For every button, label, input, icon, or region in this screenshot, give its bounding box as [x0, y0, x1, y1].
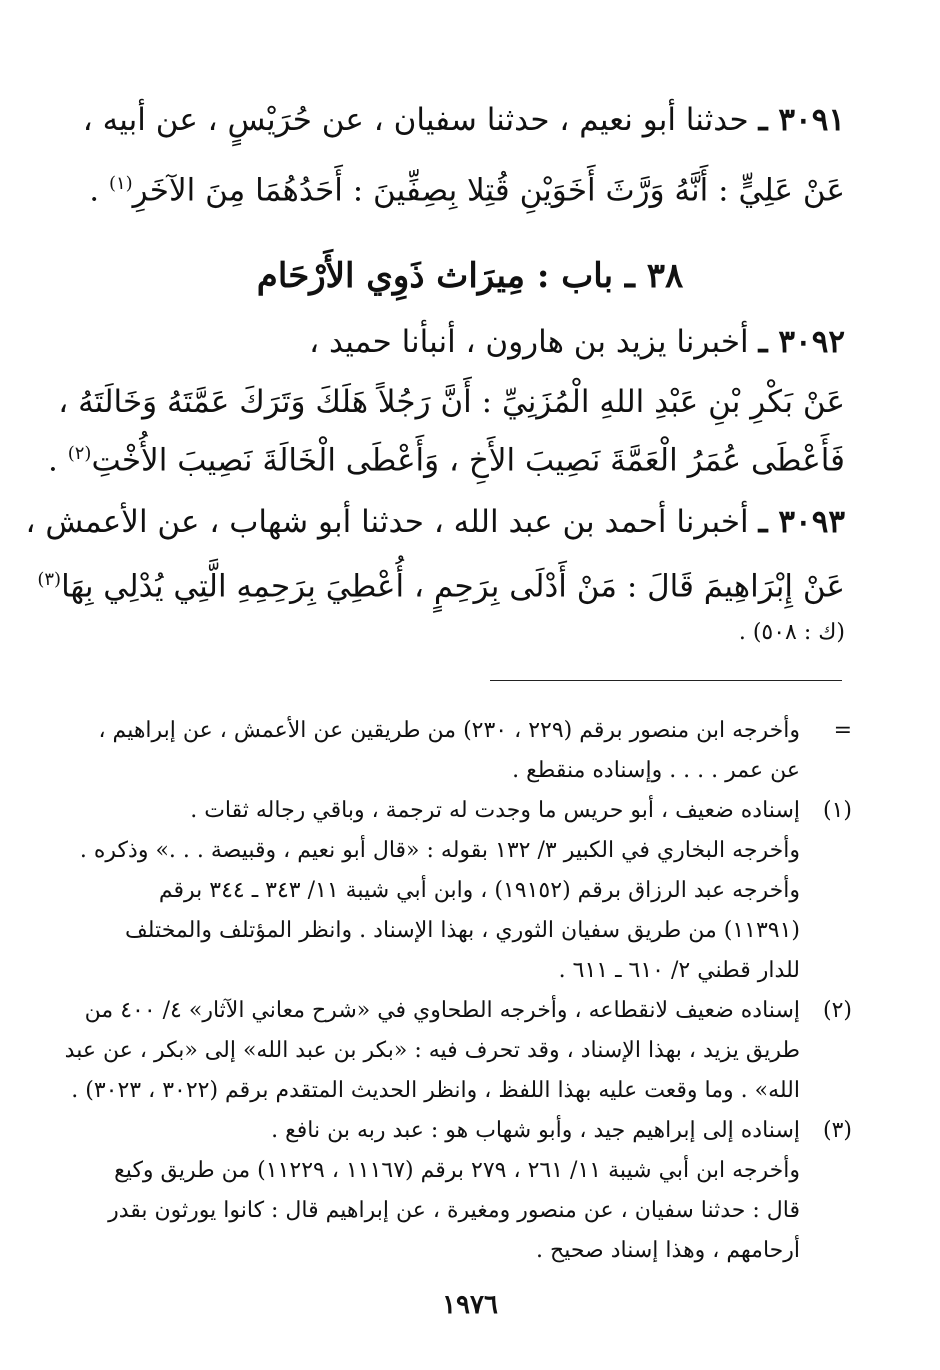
footnote-3-mark: (٣)	[822, 1118, 852, 1143]
footnote-ref-1: (١)	[108, 173, 133, 194]
footnote-1-line: وأخرجه عبد الرزاق برقم (١٩١٥٢) ، وابن أبي شيبة ١١/ ٣٤٣ ـ ٣٤٤ برقم	[158, 878, 800, 903]
footnote-1-line: وأخرجه البخاري في الكبير ٣/ ١٣٢ بقوله : «قال أبو نعيم ، وقبيصة . . .» وذكره .	[79, 838, 800, 863]
footnote-continuation-line: عن عمر . . . . وإسناده منقطع .	[512, 758, 800, 783]
footnote-2-mark: (٢)	[822, 998, 852, 1023]
manuscript-reference: (ك : ٥٠٨) .	[738, 620, 845, 645]
footnote-3-line: أرحامهم ، وهذا إسناد صحيح .	[536, 1238, 800, 1263]
footnote-ref-3: (٣)	[37, 569, 62, 590]
hadith-3093-line-2	[37, 558, 845, 608]
footnote-continuation-line: وأخرجه ابن منصور برقم (٢٢٩ ، ٢٣٠) من طريقين عن الأعمش ، عن إبراهيم ،	[98, 718, 800, 743]
footnote-1-line: (١١٣٩١) من طريق سفيان الثوري ، بهذا الإسناد . وانظر المؤتلف والمختلف	[125, 918, 800, 943]
hadith-3091-line-1	[70, 98, 845, 142]
hadith-number-3092: ٣٠٩٢ ـ	[758, 324, 845, 360]
hadith-3093-line-3	[70, 620, 845, 645]
footnote-3-line: قال : حدثنا سفيان ، عن منصور ومغيرة ، عن إبراهيم قال : كانوا يورثون بقدر	[108, 1198, 800, 1223]
hadith-3092-text-2: فَأَعْطَى عُمَرُ الْعَمَّةَ نَصِيبَ الأَخِ ، وَأَعْطَى الْخَالَةَ نَصِيبَ الأُخْتِ	[91, 442, 845, 479]
footnote-1-line: للدار قطني ٢/ ٦١٠ ـ ٦١١ .	[558, 958, 800, 983]
footnote-2-line: طريق يزيد ، بهذا الإسناد ، وقد تحرف فيه : «بكر بن عبد الله» إلى «بكر ، عن عبد	[64, 1038, 800, 1063]
footnote-3-line: وأخرجه ابن أبي شيبة ١١/ ٢٦١ ، ٢٧٩ برقم (١١١٦٧ ، ١١٢٢٩) من طريق وكيع	[114, 1158, 800, 1183]
hadith-3093-text: عَنْ إِبْرَاهِيمَ قَالَ : مَنْ أَدْلَى بِرَحِمٍ ، أُعْطِيَ بِرَحِمِهِ الَّتِي يُدْلِي بِهَا	[61, 568, 845, 605]
footnote-ref-2: (٢)	[67, 443, 92, 464]
footnote-1-mark: (١)	[822, 798, 852, 823]
hadith-3092-chain: أخبرنا يزيد بن هارون ، أنبأنا حميد ،	[309, 324, 759, 360]
footnote-continuation-mark: =	[833, 718, 852, 743]
hadith-3092-line-1	[70, 320, 845, 364]
chapter-heading: ٣٨ ـ باب : مِيرَاث ذَوِي الأَرْحَام	[256, 256, 684, 296]
hadith-3091-end: .	[89, 172, 109, 209]
hadith-3093-chain: أخبرنا أحمد بن عبد الله ، حدثنا أبو شهاب ، عن الأعمش ،	[25, 504, 759, 540]
page-number: ١٩٧٦	[442, 1290, 498, 1320]
hadith-3091-chain: حدثنا أبو نعيم ، حدثنا سفيان ، عن حُرَيْسٍ ، عن أبيه ،	[82, 102, 759, 138]
footnote-3-line: إسناده إلى إبراهيم جيد ، وأبو شهاب هو : عبد ربه بن نافع .	[271, 1118, 800, 1143]
hadith-3093-line-1	[25, 500, 845, 544]
footnote-2-line: إسناده ضعيف لانقطاعه ، وأخرجه الطحاوي في «شرح معاني الآثار» ٤/ ٤٠٠ من	[84, 998, 800, 1023]
footnote-1-line: إسناده ضعيف ، أبو حريس ما وجدت له ترجمة ، وباقي رجاله ثقات .	[190, 798, 800, 823]
hadith-3092-end: .	[48, 442, 68, 479]
hadith-3091-text: عَنْ عَلِيٍّ : أَنَّهُ وَرَّثَ أَخَوَيْنِ قُتِلا بِصِفِّينَ : أَحَدُهُمَا مِنَ الآخَرِ	[132, 172, 845, 209]
hadith-number-3093: ٣٠٩٣ ـ	[758, 504, 845, 540]
hadith-3092-line-2	[58, 380, 845, 424]
hadith-3092-line-3	[48, 432, 845, 482]
footnote-2-line: الله» . وما وقعت عليه بهذا اللفظ ، وانظر الحديث المتقدم برقم (٣٠٢٢ ، ٣٠٢٣) .	[71, 1078, 800, 1103]
footnote-separator	[490, 680, 842, 681]
hadith-3091-line-2	[70, 162, 845, 212]
hadith-number-3091: ٣٠٩١ ـ	[758, 102, 845, 138]
hadith-3092-text-1: عَنْ بَكْرِ بْنِ عَبْدِ اللهِ الْمُزَنِيِّ : أَنَّ رَجُلاً هَلَكَ وَتَرَكَ عَمَّتَهُ وَخَالَتَهُ ،	[58, 384, 845, 420]
